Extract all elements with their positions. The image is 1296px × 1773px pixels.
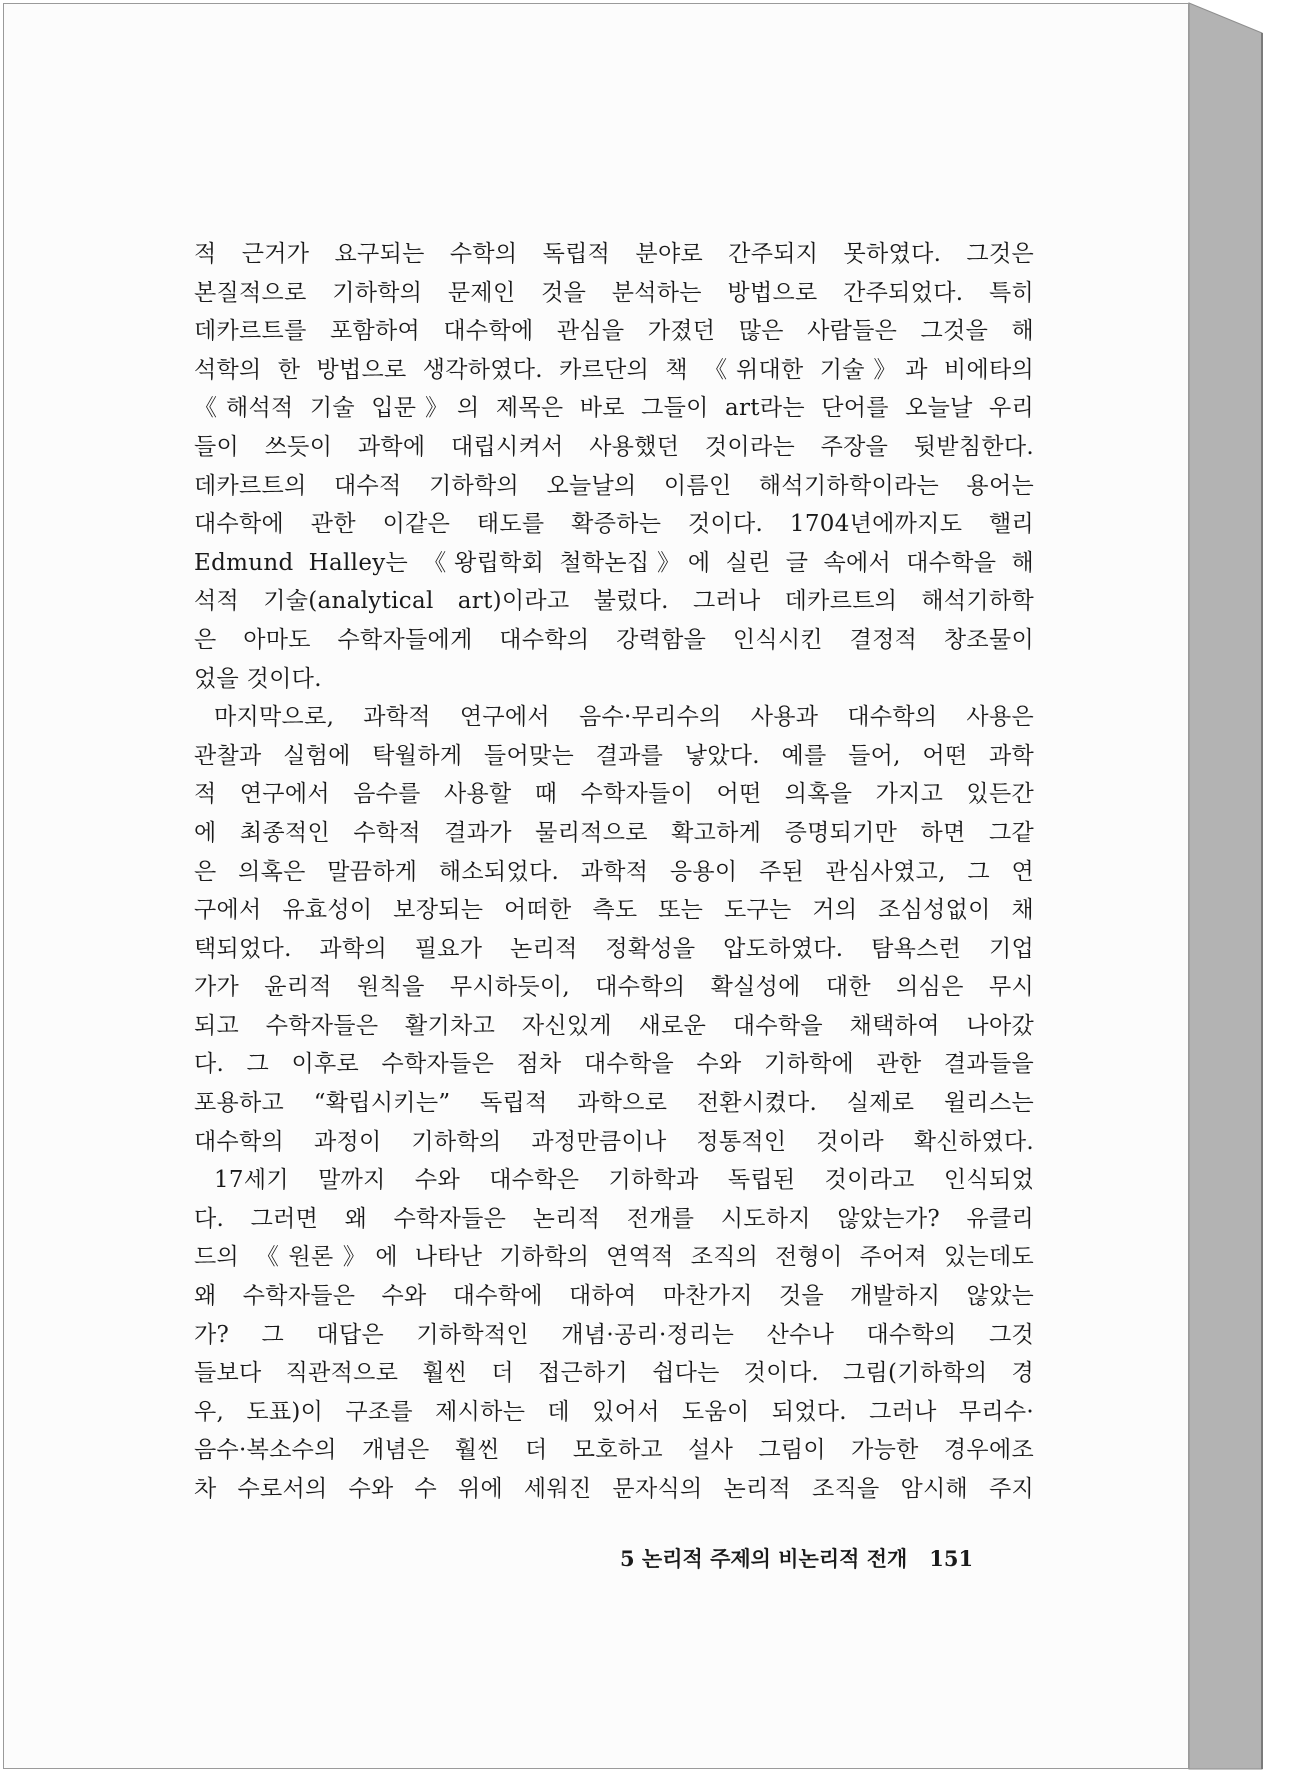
paragraph [194,698,1034,1161]
text-line: 《해석적 기술 입문》의 제목은 바로 그들이 art라는 단어를 오늘날 우리 [194,395,1034,422]
text-line: 은 아마도 수학자들에게 대수학의 강력함을 인식시킨 결정적 창조물이 [194,626,1034,653]
text-line: 되고 수학자들은 활기차고 자신있게 새로운 대수학을 채택하여 나아갔 [194,1012,1034,1039]
text-line: 은 의혹은 말끔하게 해소되었다. 과학적 응용이 주된 관심사였고, 그 연 [194,858,1034,885]
text-line: 다. 그러면 왜 수학자들은 논리적 전개를 시도하지 않았는가? 유클리 [194,1205,1034,1232]
text-line: 가가 윤리적 원칙을 무시하듯이, 대수학의 확실성에 대한 의심은 무시 [194,974,1034,1001]
paragraph [194,235,1034,698]
page-number: 151 [929,1546,974,1571]
text-line: 데카르트를 포함하여 대수학에 관심을 가졌던 많은 사람들은 그것을 해 [194,318,1034,345]
text-line: 택되었다. 과학의 필요가 논리적 정확성을 압도하였다. 탐욕스런 기업 [194,935,1034,962]
text-line: 우, 도표)이 구조를 제시하는 데 있어서 도움이 되었다. 그러나 무리수· [194,1398,1034,1425]
text-line: 차 수로서의 수와 수 위에 세워진 문자식의 논리적 조직을 암시해 주지 [194,1476,1034,1502]
text-line: 관찰과 실험에 탁월하게 들어맞는 결과를 낳았다. 예를 들어, 어떤 과학 [194,742,1034,769]
text-line: 에 최종적인 수학적 결과가 물리적으로 확고하게 증명되기만 하면 그같 [194,819,1034,846]
text-line: 적 근거가 요구되는 수학의 독립적 분야로 간주되지 못하였다. 그것은 [194,241,1034,267]
text-line: 포용하고 “확립시키는” 독립적 과학으로 전환시켰다. 실제로 윌리스는 [194,1090,1034,1117]
text-line: 구에서 유효성이 보장되는 어떠한 측도 또는 도구는 거의 조심성없이 채 [194,897,1034,924]
text-line: 마지막으로, 과학적 연구에서 음수·무리수의 사용과 대수학의 사용은 [214,704,1034,731]
text-line: 왜 수학자들은 수와 대수학에 대하여 마찬가지 것을 개발하지 않았는 [194,1283,1034,1310]
text-line: 가? 그 대답은 기하학적인 개념·공리·정리는 산수나 대수학의 그것 [194,1321,1034,1348]
page-footer [620,1544,1020,1574]
text-line: 다. 그 이후로 수학자들은 점차 대수학을 수와 기하학에 관한 결과들을 [194,1051,1034,1078]
text-line: 음수·복소수의 개념은 훨씬 더 모호하고 설사 그림이 가능한 경우에조 [194,1437,1034,1464]
text-line: 드의 《원론》에 나타난 기하학의 연역적 조직의 전형이 주어져 있는데도 [194,1244,1034,1271]
text-line: 들보다 직관적으로 훨씬 더 접근하기 쉽다는 것이다. 그림(기하학의 경 [194,1360,1034,1387]
text-line: 적 연구에서 음수를 사용할 때 수학자들이 어떤 의혹을 가지고 있든간 [194,781,1034,808]
body-text [194,235,1034,1509]
text-line: 석적 기술(analytical art)이라고 불렀다. 그러나 데카르트의 해석기하학 [194,588,1034,615]
text-line: 들이 쓰듯이 과학에 대립시켜서 사용했던 것이라는 주장을 뒷받침한다. [194,433,1034,460]
text-line: 대수학의 과정이 기하학의 과정만큼이나 정통적인 것이라 확신하였다. [194,1128,1034,1155]
text-line: 대수학에 관한 이같은 태도를 확증하는 것이다. 1704년에까지도 핼리 [194,511,1034,538]
text-line: 었을 것이다. [194,665,322,692]
text-line: 석학의 한 방법으로 생각하였다. 카르단의 책 《위대한 기술》과 비에타의 [194,356,1034,383]
text-line: 데카르트의 대수적 기하학의 오늘날의 이름인 해석기하학이라는 용어는 [194,472,1034,499]
text-line: 본질적으로 기하학의 문제인 것을 분석하는 방법으로 간주되었다. 특히 [194,279,1034,306]
text-line: 17세기 말까지 수와 대수학은 기하학과 독립된 것이라고 인식되었 [214,1167,1034,1194]
paragraph [194,1161,1034,1508]
running-head: 5 논리적 주제의 비논리적 전개 [620,1546,908,1571]
text-line: Edmund Halley는 《왕립학회 철학논집》에 실린 글 속에서 대수학을 해 [194,549,1034,576]
